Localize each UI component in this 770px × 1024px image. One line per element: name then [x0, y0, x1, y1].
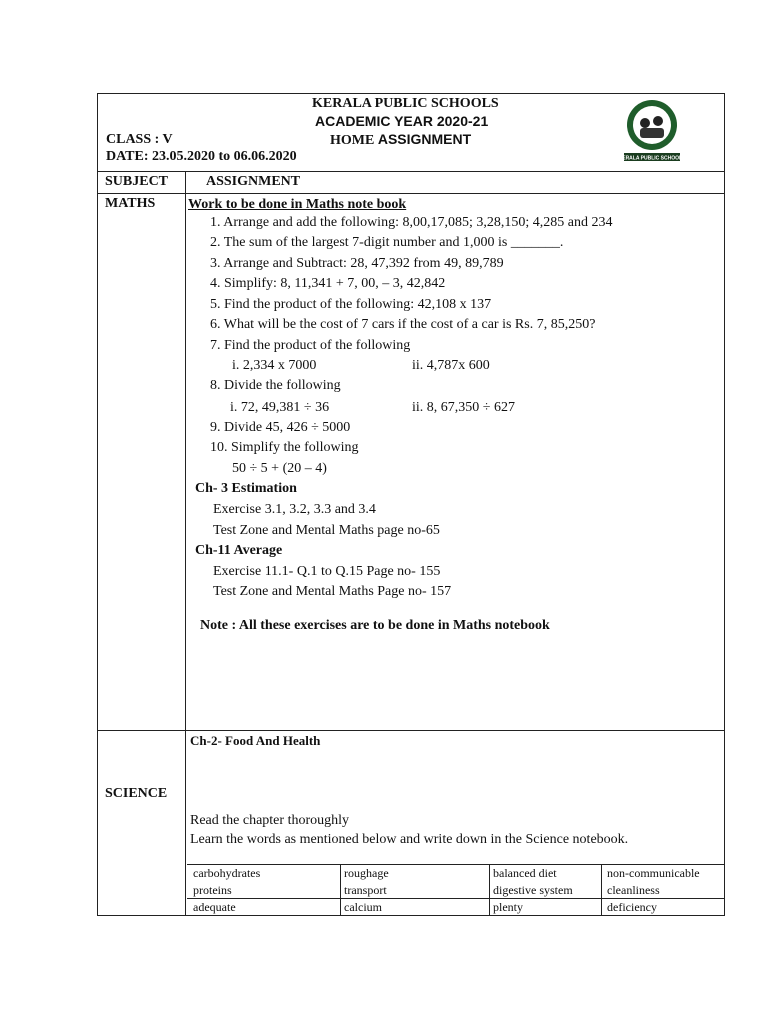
word-cell: transport: [344, 883, 387, 897]
school-name: KERALA PUBLIC SCHOOLS: [312, 96, 499, 111]
maths-item-5: 5. Find the product of the following: 42,108 x 137: [210, 297, 492, 312]
maths-item-3: 3. Arrange and Subtract: 28, 47,392 from 49, 89,789: [210, 256, 504, 271]
maths-item-8-ii: ii. 8, 67,350 ÷ 627: [412, 400, 515, 415]
word-cell: non-communicable: [607, 866, 700, 880]
maths-note: Note : All these exercises are to be done in Maths notebook: [200, 618, 550, 633]
maths-item-2: 2. The sum of the largest 7-digit number and 1,000 is _______.: [210, 235, 564, 250]
science-line1: Read the chapter thoroughly: [190, 813, 350, 828]
assignment-title: [330, 131, 471, 149]
maths-item-7-i: i. 2,334 x 7000: [232, 358, 317, 373]
ch11-line2: Test Zone and Mental Maths Page no- 157: [213, 584, 452, 599]
word-cell: cleanliness: [607, 883, 660, 897]
date-label: DATE: 23.05.2020 to 06.06.2020: [106, 149, 297, 164]
word-cell: deficiency: [607, 900, 657, 914]
word-cell: calcium: [344, 900, 382, 914]
maths-item-7: 7. Find the product of the following: [210, 338, 411, 353]
table-top-rule: [97, 171, 725, 172]
logo-text: KERALA PUBLIC SCHOOLS: [620, 155, 684, 162]
word-cell: digestive system: [493, 883, 573, 897]
maths-item-10-expr: 50 ÷ 5 + (20 – 4): [232, 461, 327, 476]
words-table-rule: [187, 898, 725, 899]
maths-row-rule: [97, 730, 725, 731]
assignment-title-suffix: ASSIGNMENT: [377, 131, 472, 147]
word-cell: carbohydrates: [193, 866, 261, 880]
maths-subject: MATHS: [105, 196, 156, 211]
ch11-title: Ch-11 Average: [195, 543, 283, 558]
ch3-title: Ch- 3 Estimation: [195, 481, 297, 496]
word-cell: roughage: [344, 866, 389, 880]
class-label: CLASS : V: [106, 132, 173, 147]
word-cell: proteins: [193, 883, 232, 897]
subject-header: SUBJECT: [105, 174, 169, 189]
maths-item-10: 10. Simplify the following: [210, 440, 359, 455]
science-subject: SCIENCE: [105, 786, 168, 801]
maths-item-1: 1. Arrange and add the following: 8,00,17,085; 3,28,150; 4,285 and 234: [210, 215, 613, 230]
maths-item-4: 4. Simplify: 8, 11,341 + 7, 00, – 3, 42,842: [210, 276, 446, 291]
word-cell: balanced diet: [493, 866, 557, 880]
column-divider: [185, 171, 186, 916]
science-chapter: Ch-2- Food And Health: [190, 733, 321, 748]
maths-item-8: 8. Divide the following: [210, 378, 341, 393]
ch3-line2: Test Zone and Mental Maths page no-65: [213, 523, 440, 538]
maths-item-7-ii: ii. 4,787x 600: [412, 358, 490, 373]
maths-heading: Work to be done in Maths note book: [188, 197, 407, 212]
school-logo: [620, 97, 684, 163]
ch11-line1: Exercise 11.1- Q.1 to Q.15 Page no- 155: [213, 564, 441, 579]
word-cell: plenty: [493, 900, 523, 914]
words-table-top: [187, 864, 725, 865]
header-row-rule: [97, 193, 725, 194]
science-line2: Learn the words as mentioned below and write down in the Science notebook.: [190, 832, 629, 847]
maths-item-6: 6. What will be the cost of 7 cars if the cost of a car is Rs. 7, 85,250?: [210, 317, 596, 332]
assignment-title-prefix: HOME: [330, 133, 378, 148]
assignment-header: ASSIGNMENT: [206, 174, 301, 189]
words-col-divider: [601, 864, 602, 916]
maths-item-9: 9. Divide 45, 426 ÷ 5000: [210, 420, 351, 435]
ch3-line1: Exercise 3.1, 3.2, 3.3 and 3.4: [213, 502, 376, 517]
maths-item-8-i: i. 72, 49,381 ÷ 36: [230, 400, 330, 415]
words-col-divider: [489, 864, 490, 916]
academic-year: ACADEMIC YEAR 2020-21: [315, 113, 489, 129]
word-cell: adequate: [193, 900, 236, 914]
words-col-divider: [340, 864, 341, 916]
